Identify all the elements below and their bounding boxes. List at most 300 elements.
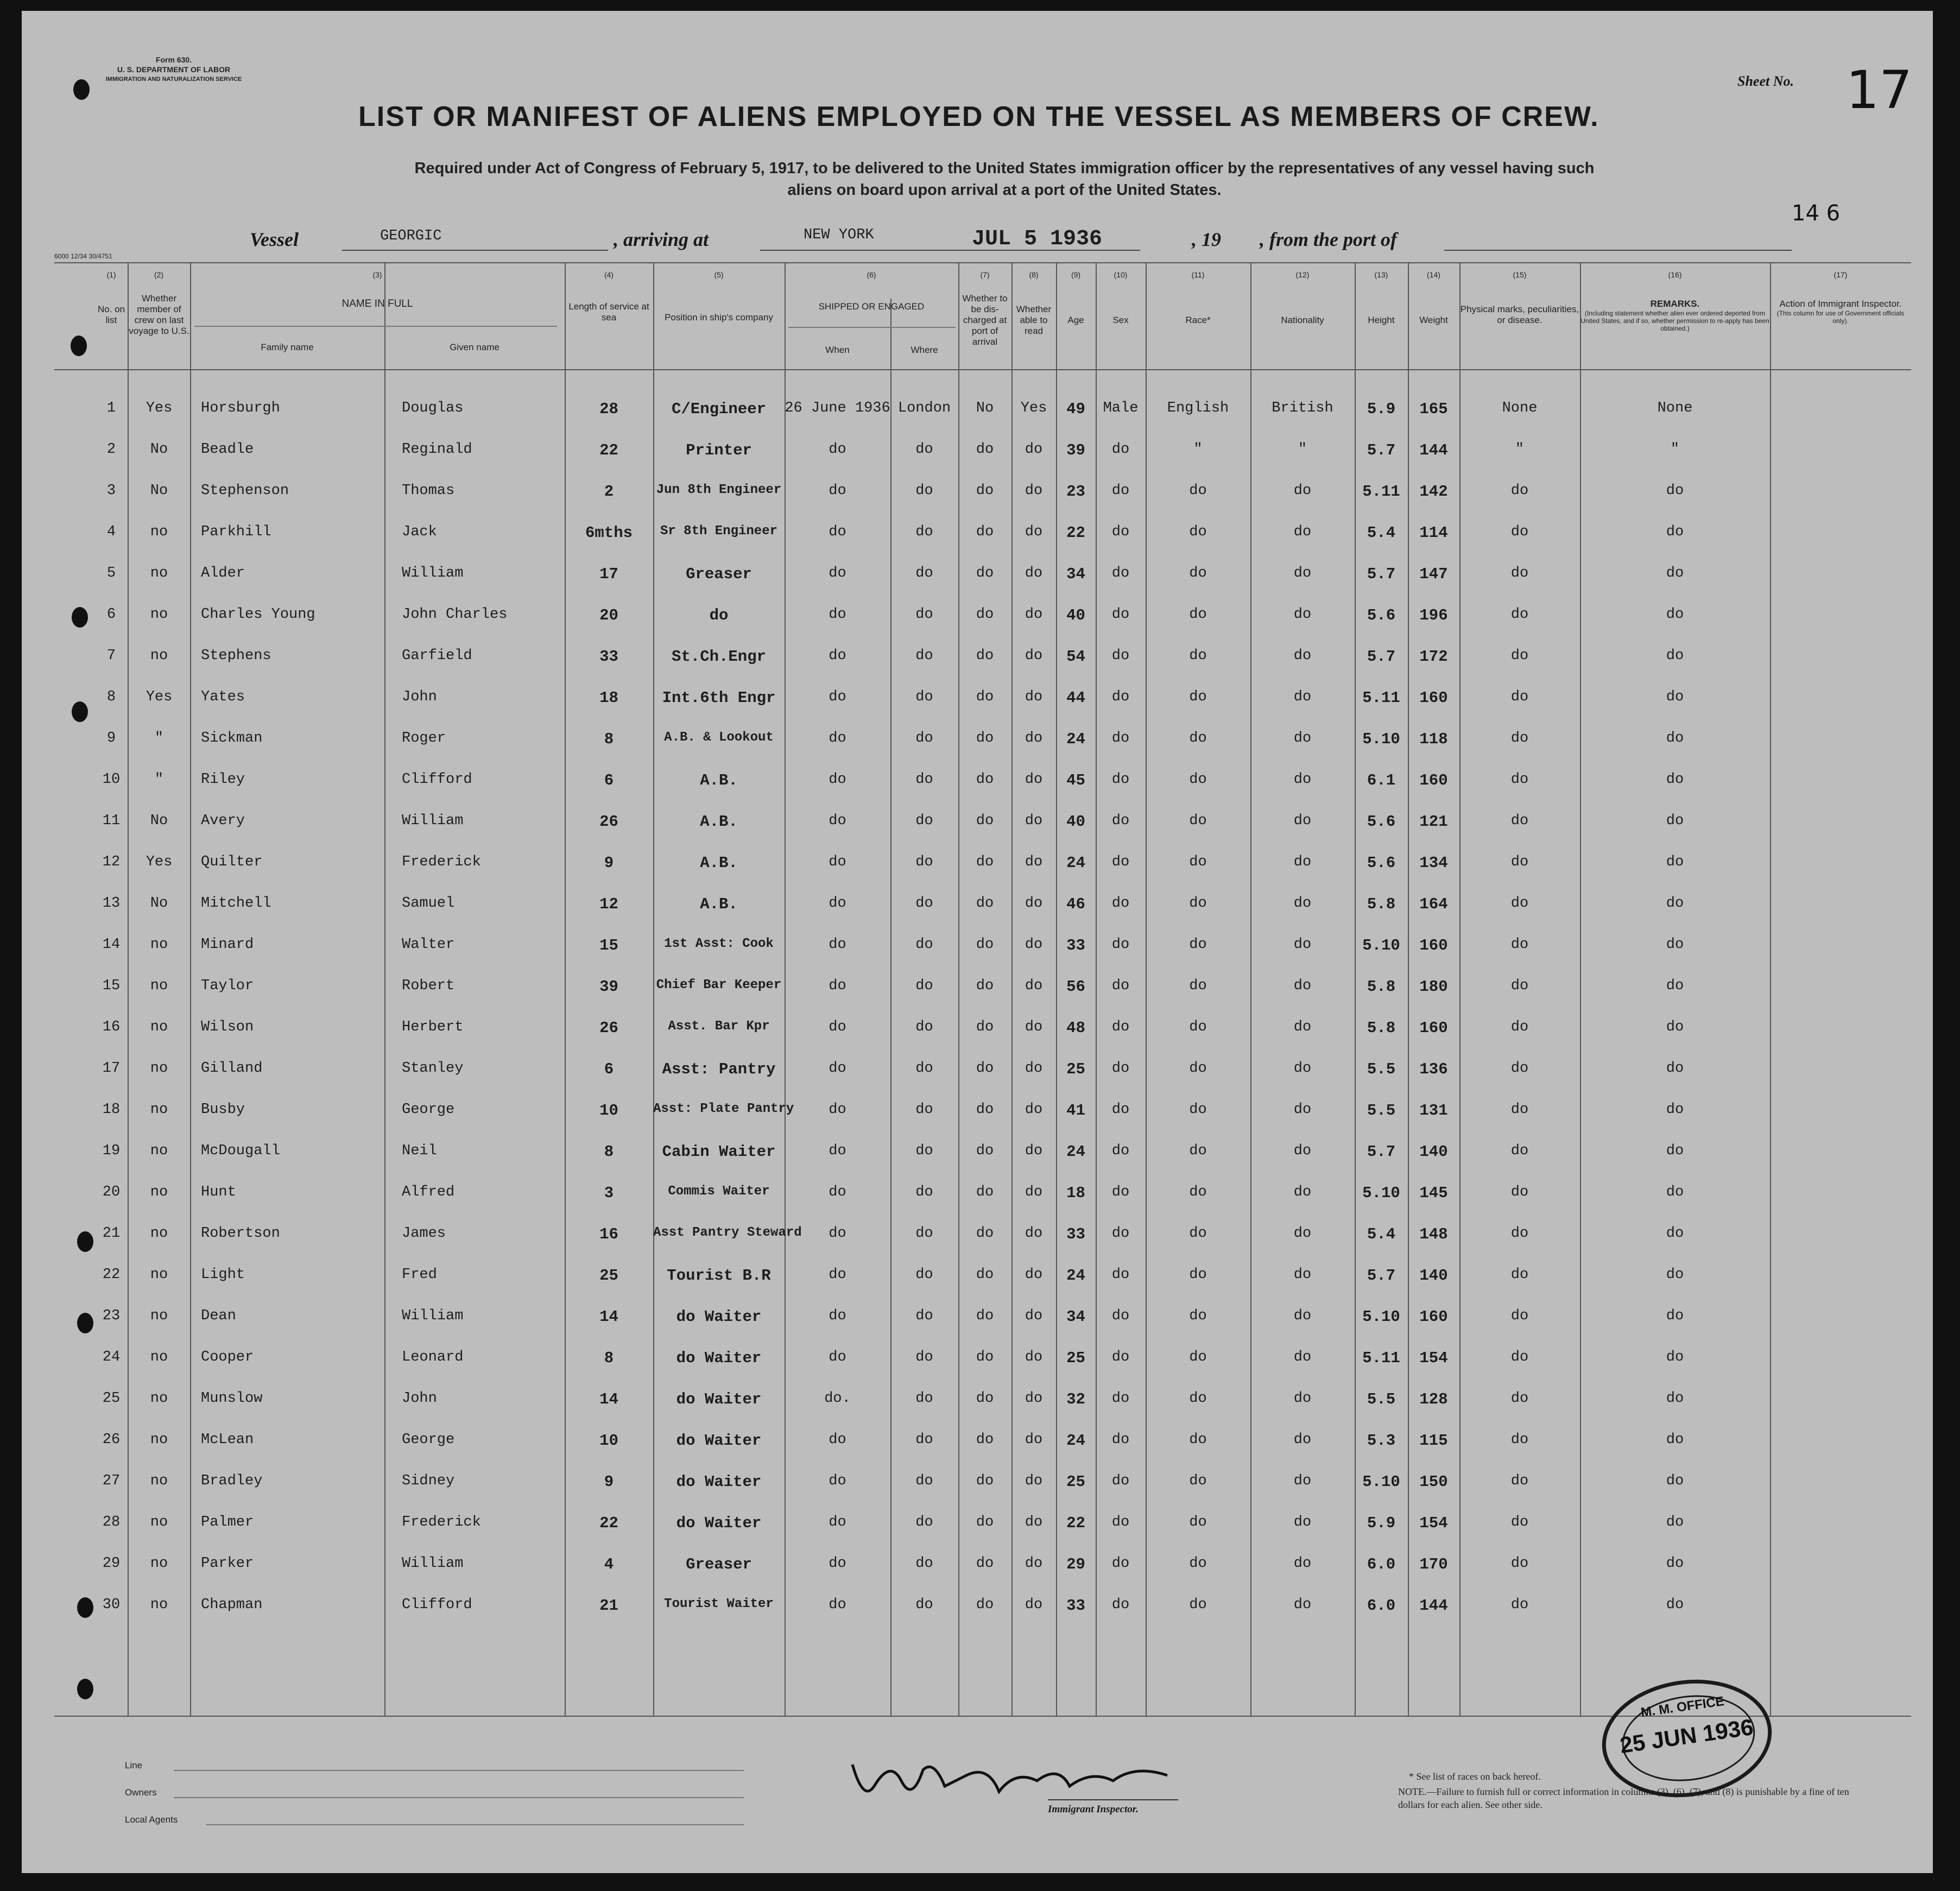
table-row [22,1544,1933,1585]
cell-height: 5.10 [1362,1473,1400,1491]
cell-where: do [915,771,933,788]
cell-remarks: do [1666,1225,1684,1242]
cell-given: Thomas [402,483,455,499]
table-row [22,1172,1933,1213]
cell-height: 5.5 [1367,1390,1396,1408]
cell-age: 18 [1066,1184,1085,1202]
cell-family: Hunt [201,1184,236,1200]
cell-member: no [150,1514,168,1530]
cell-physical: do [1510,854,1529,870]
cell-where: do [915,937,933,953]
cell-position: Tourist B.R [667,1267,771,1285]
cell-discharged: do [976,689,994,705]
cell-family: Avery [201,813,245,829]
cell-nationality: do [1293,1019,1312,1035]
race-note: * See list of races on back hereof. [1409,1771,1541,1782]
cell-given: Reginald [402,441,472,458]
cell-where: do [915,565,933,581]
cell-height: 5.7 [1367,441,1396,459]
table-row [22,595,1933,636]
cell-when: do [829,1060,846,1077]
cell-position: A.B. [700,854,738,872]
cell-race: do [1189,606,1207,623]
sheet-label: Sheet No. [1737,73,1794,89]
cell-length: 4 [604,1555,614,1573]
cell-where: do [915,978,933,994]
cell-position: do [709,606,729,624]
table-row [22,1502,1933,1544]
cell-given: Clifford [402,1597,472,1613]
cell-nationality: do [1293,1143,1312,1159]
table-row [22,1131,1933,1172]
cell-height: 5.10 [1362,1184,1400,1202]
cell-weight: 114 [1419,524,1448,542]
cell-read: do [1025,689,1043,705]
cell-physical: do [1510,1555,1529,1572]
cell-length: 25 [599,1267,618,1285]
cell-member: no [150,524,168,540]
table-row [22,1048,1933,1090]
cell-position: A.B. [700,771,738,789]
cell-age: 32 [1066,1390,1085,1408]
cell-race: do [1189,1390,1207,1407]
footer-line: Line [125,1760,143,1770]
cell-where: do [915,606,933,623]
cell-discharged: No [976,400,994,416]
cell-member: No [150,895,168,912]
cell-race: do [1189,483,1207,499]
cell-nationality: do [1293,1514,1312,1530]
cell-no: 22 [102,1267,121,1283]
table-row [22,1337,1933,1378]
cell-when: do [829,978,846,994]
handwritten-note: 14 6 [1792,201,1841,226]
cell-when: do [829,648,846,664]
cell-given: Neil [402,1143,437,1159]
cell-read: do [1025,1473,1043,1489]
cell-no: 15 [102,978,121,994]
cell-family: Dean [201,1308,236,1324]
cell-weight: 136 [1419,1060,1448,1078]
cell-length: 8 [604,1143,614,1161]
cell-position: Asst: Plate Pantry [653,1102,794,1116]
cell-when: do [829,1555,846,1572]
cell-given: George [402,1432,455,1448]
cell-race: English [1167,400,1229,416]
cell-weight: 140 [1419,1143,1448,1161]
cell-where: do [915,1143,933,1159]
cell-length: 10 [599,1432,618,1450]
cell-when: do [829,524,846,540]
print-code: 6000 12/34 30/4751 [54,252,112,260]
cell-when: do [829,1225,846,1242]
cell-member: no [150,1308,168,1324]
cell-race: do [1189,1349,1207,1365]
cell-physical: do [1510,1308,1529,1324]
table-row [22,677,1933,718]
cell-height: 6.0 [1367,1597,1396,1615]
cell-nationality: do [1293,813,1312,829]
cell-position: Commis Waiter [668,1184,770,1199]
cell-nationality: do [1293,524,1312,540]
cell-no: 18 [102,1102,121,1118]
cell-remarks: do [1666,1432,1684,1448]
cell-where: do [915,1514,933,1530]
table-row [22,925,1933,966]
cell-physical: do [1510,1390,1529,1407]
cell-remarks: do [1666,483,1684,499]
cell-physical: do [1510,1514,1529,1530]
cell-age: 46 [1066,895,1085,913]
cell-remarks: do [1666,937,1684,953]
cell-family: Stephenson [201,483,289,499]
cell-race: do [1189,1143,1207,1159]
cell-no: 26 [102,1432,121,1448]
cell-discharged: do [976,1349,994,1365]
cell-remarks: " [1670,441,1680,458]
cell-no: 29 [102,1555,121,1572]
cell-physical: None [1502,400,1538,416]
cell-remarks: do [1666,648,1684,664]
cell-where: do [915,854,933,870]
cell-weight: 154 [1419,1349,1448,1367]
cell-given: Alfred [402,1184,455,1200]
cell-given: Leonard [402,1349,464,1365]
cell-nationality: " [1298,441,1307,458]
cell-read: do [1025,524,1043,540]
cell-where: do [915,648,933,664]
cell-read: do [1025,1102,1043,1118]
cell-race: do [1189,854,1207,870]
cell-weight: 121 [1419,813,1448,831]
cell-length: 9 [604,854,614,872]
cell-weight: 134 [1419,854,1448,872]
cell-height: 5.8 [1367,978,1396,996]
header-height: Height [1368,315,1395,325]
header-shipped: SHIPPED OR ENGAGED [818,301,925,312]
cell-age: 39 [1066,441,1085,459]
cell-age: 44 [1066,689,1085,707]
cell-where: do [915,1597,933,1613]
cell-position: Printer [686,441,752,459]
cell-nationality: do [1293,854,1312,870]
cell-given: Samuel [402,895,455,912]
cell-when: do [829,1143,846,1159]
cell-read: do [1025,441,1043,458]
cell-member: No [150,483,168,499]
header-weight: Weight [1419,315,1448,325]
cell-family: Busby [201,1102,245,1118]
cell-discharged: do [976,895,994,912]
cell-given: Fred [402,1267,437,1283]
cell-no: 23 [102,1308,121,1324]
cell-when: do [829,937,846,953]
cell-discharged: do [976,1060,994,1077]
cell-nationality: do [1293,1308,1312,1324]
arriving-label: , arriving at [614,229,709,250]
cell-age: 25 [1066,1060,1085,1078]
cell-length: 12 [599,895,618,913]
cell-position: Asst. Bar Kpr [668,1019,770,1034]
table-row [22,553,1933,595]
cell-when: do [829,1514,846,1530]
cell-weight: 144 [1419,441,1448,459]
cell-remarks: do [1666,1060,1684,1077]
cell-length: 14 [599,1390,618,1408]
cell-length: 14 [599,1308,618,1326]
cell-member: no [150,1432,168,1448]
cell-sex: do [1111,1308,1130,1324]
cell-height: 5.7 [1367,1143,1396,1161]
cell-read: do [1025,1143,1043,1159]
cell-when: do [829,1102,846,1118]
cell-no: 2 [106,441,116,458]
cell-nationality: do [1293,1597,1312,1613]
cell-weight: 160 [1419,937,1448,954]
cell-where: do [915,1019,933,1035]
cell-read: Yes [1020,400,1047,416]
cell-no: 28 [102,1514,121,1530]
cell-family: Mitchell [201,895,271,912]
cell-length: 8 [604,730,614,748]
cell-no: 19 [102,1143,121,1159]
cell-no: 27 [102,1473,121,1489]
cell-weight: 142 [1419,483,1448,501]
cell-read: do [1025,606,1043,623]
cell-age: 33 [1066,1225,1085,1243]
cell-race: " [1193,441,1203,458]
table-row [22,636,1933,677]
cell-age: 49 [1066,400,1085,418]
cell-physical: do [1510,483,1529,499]
cell-length: 8 [604,1349,614,1367]
cell-nationality: do [1293,1060,1312,1077]
cell-family: McLean [201,1432,254,1448]
cell-discharged: do [976,565,994,581]
cell-position: A.B. [700,895,738,913]
vessel-name: GEORGIC [380,228,442,244]
cell-age: 33 [1066,1597,1085,1615]
cell-read: do [1025,648,1043,664]
cell-when: do [829,1184,846,1200]
cell-given: Frederick [402,854,481,870]
cell-discharged: do [976,854,994,870]
cell-when: do. [824,1390,851,1407]
cell-remarks: do [1666,1597,1684,1613]
cell-where: do [915,1102,933,1118]
cell-when: 26 June 1936 [785,400,890,416]
cell-position: Chief Bar Keeper [656,978,782,992]
cell-sex: do [1111,1555,1130,1572]
port-name: NEW YORK [804,227,874,243]
cell-nationality: do [1293,1390,1312,1407]
cell-member: Yes [146,854,173,870]
cell-height: 5.7 [1367,565,1396,583]
cell-no: 14 [102,937,121,953]
cell-remarks: do [1666,689,1684,705]
cell-sex: do [1111,771,1130,788]
cell-sex: do [1111,648,1130,664]
cell-family: Beadle [201,441,254,458]
cell-where: do [915,1555,933,1572]
cell-position: do Waiter [676,1432,762,1450]
cell-weight: 160 [1419,1019,1448,1037]
cell-no: 4 [106,524,116,540]
header-name: NAME IN FULL [342,298,413,309]
cell-no: 6 [106,606,116,623]
cell-sex: do [1111,730,1130,747]
cell-height: 5.6 [1367,854,1396,872]
table-row [22,1213,1933,1255]
cell-read: do [1025,1019,1043,1035]
cell-sex: do [1111,1390,1130,1407]
footer-owners: Owners [125,1787,157,1798]
cell-when: do [829,730,846,747]
header-when: When [825,345,850,355]
cell-where: do [915,1225,933,1242]
cell-length: 6 [604,771,614,789]
cell-height: 5.11 [1362,1349,1400,1367]
cell-nationality: do [1293,648,1312,664]
office-stamp: M. M. OFFICE 25 JUN 1936 [1595,1669,1780,1808]
cell-given: George [402,1102,455,1118]
cell-remarks: do [1666,1390,1684,1407]
cell-member: no [150,606,168,623]
cell-race: do [1189,648,1207,664]
cell-nationality: do [1293,730,1312,747]
cell-height: 5.4 [1367,524,1396,542]
cell-height: 5.8 [1367,1019,1396,1037]
cell-member: " [154,730,164,747]
header-position: Position in ship's company [665,312,773,322]
cell-discharged: do [976,1102,994,1118]
cell-length: 20 [599,606,618,624]
cell-sex: do [1111,895,1130,912]
cell-age: 24 [1066,1267,1085,1285]
cell-given: James [402,1225,446,1242]
cell-race: do [1189,895,1207,912]
cell-read: do [1025,1432,1043,1448]
cell-given: Frederick [402,1514,481,1530]
cell-family: Alder [201,565,245,581]
cell-no: 24 [102,1349,121,1365]
cell-family: Chapman [201,1597,263,1613]
cell-remarks: do [1666,606,1684,623]
cell-position: do Waiter [676,1308,762,1326]
cell-nationality: do [1293,771,1312,788]
cell-race: do [1189,1555,1207,1572]
header-member: Whether member of crew on last voyage to U.S. [129,293,189,336]
cell-no: 16 [102,1019,121,1035]
cell-age: 24 [1066,1143,1085,1161]
cell-family: Wilson [201,1019,254,1035]
cell-weight: 180 [1419,978,1448,996]
cell-nationality: do [1293,1432,1312,1448]
cell-weight: 128 [1419,1390,1448,1408]
cell-family: Stephens [201,648,271,664]
cell-discharged: do [976,1597,994,1613]
cell-remarks: do [1666,771,1684,788]
page-subtitle: Required under Act of Congress of February 5, 1917, to be delivered to the United States immigration officer by the representatives of any vessel having such aliens on board upon arrival at a port of the United States. [414,160,1595,199]
cell-sex: do [1111,565,1130,581]
cell-physical: do [1510,730,1529,747]
cell-nationality: do [1293,1555,1312,1572]
cell-given: William [402,1555,464,1572]
arrival-stamp-date: JUL 5 1936 [972,227,1103,251]
cell-discharged: do [976,1390,994,1407]
cell-sex: do [1111,1597,1130,1613]
cell-weight: 160 [1419,689,1448,707]
cell-race: do [1189,1019,1207,1035]
cell-sex: do [1111,1184,1130,1200]
cell-sex: do [1111,1060,1130,1077]
header-given: Given name [450,342,500,352]
cell-physical: do [1510,895,1529,912]
cell-given: Garfield [402,648,472,664]
cell-member: No [150,813,168,829]
cell-member: no [150,1267,168,1283]
cell-family: Palmer [201,1514,254,1530]
table-row [22,1007,1933,1048]
cell-length: 6 [604,1060,614,1078]
cell-height: 5.7 [1367,1267,1396,1285]
cell-member: Yes [146,400,173,416]
cell-length: 18 [599,689,618,707]
cell-family: Robertson [201,1225,280,1242]
cell-race: do [1189,1102,1207,1118]
cell-race: do [1189,1432,1207,1448]
penalty-note: NOTE.—Failure to furnish full or correct information in columns (3), (6), (7), and (8) is punishable by a fine of ten dollars for each alien. See other side. [1398,1786,1849,1810]
cell-race: do [1189,1267,1207,1283]
cell-member: " [154,771,164,788]
cell-no: 11 [102,813,121,829]
cell-remarks: do [1666,813,1684,829]
cell-when: do [829,483,846,499]
cell-family: Charles Young [201,606,315,623]
cell-race: do [1189,1473,1207,1489]
year-label: , 19 [1192,229,1221,250]
cell-read: do [1025,895,1043,912]
table-row [22,842,1933,883]
cell-read: do [1025,1390,1043,1407]
cell-read: do [1025,1308,1043,1324]
table-row [22,1090,1933,1131]
cell-read: do [1025,978,1043,994]
cell-physical: do [1510,1473,1529,1489]
cell-sex: Male [1103,400,1139,416]
manifest-sheet: Form 630. U. S. DEPARTMENT OF LABOR IMMIGRATION AND NATURALIZATION SERVICE Sheet No. 17 LIST OR MANIFEST OF ALIENS EMPLOYED ON THE VESSEL AS MEMBERS OF CREW. Required under Act of Congress of February 5, 1917, to be delivered to the United States immigration officer by the representatives of any vessel having such aliens on board upon arrival at a port of the United States. 14 6 Vessel GEORGIC , arriving at NEW YORK JUL 5 1936 , 19 , from the port of 6000 12/34 30/4751 (1) (2) (3) (4) (5) (6) (7) (8) (9) (10) (11) (12) (13) (14) (15) (16) (17) No. on list Whether member of crew on last voyage to U.S. NAME IN FULL Family name Given name Length of service at sea Position in ship's company SHIPPED OR ENGAGED When Where Whether to be dis-charged at port of arrival Whether able to read Age Sex Race* Nationality Height Weight Physical marks, peculiarities, or disease. REMARKS. (Including statement whether alien ever ordered deported from United States, and if so, whether permission to re-apply has been obtained.) Action of Immigrant Inspector. (This column for use of Government officials only). 1 Yes Horsburgh Douglas 28 C/Engineer 26 June 1936 London No Yes 49 Male English British 5.9 165 None None 2 No Beadle Reginald 22 Printer do do do do 39 do " " 5.7 144 " " 3 No Stephenson Thomas 2 Jun 8th Engineer do do do do 23 do do do 5.11 142 do do 4 no Parkhill Jack 6mths Sr 8th Engineer do do do do 22 do do do 5.4 114 do do 5 no Alder William 17 Greaser do do do do 34 do do do 5.7 147 do do 6 no Charles Young John Charles 20 do do do do do 40 do do do 5.6 196 do do 7 no Stephens Garfield 33 St.Ch.Engr do do do do 54 do do do 5.7 172 do do 8 Yes Yates John 18 Int.6th Engr do do do do 44 do do do 5.11 160 do do 9 " Sickman Roger 8 A.B. & Lookout do do do do 24 do do do 5.10 118 do do 10 " Riley Clifford 6 A.B. do do do do 45 do do do 6.1 160 do do 11 No Avery William 26 A.B. do do do do 40 do do do 5.6 121 do do 12 Yes Quilter Frederick 9 A.B. do do do do 24 do do do 5.6 134 do do 13 No Mitchell Samuel 12 A.B. do do do do 46 do do do 5.8 164 do do 14 no Minard Walter 15 1st Asst: Cook do do do do 33 do do do 5.10 160 do do 15 no Taylor Robert 39 Chief Bar Keeper do do do do 56 do do do 5.8 180 do do 16 no Wilson Herbert 26 Asst. Bar Kpr do do do do 48 do do do 5.8 160 do do 17 no Gilland Stanley 6 Asst: Pantry do do do do 25 do do do 5.5 136 do do 18 no Busby George 10 Asst: Plate Pantry do do do do 41 do do do 5.5 131 do do 19 no McDougall Neil 8 Cabin Waiter do do do do 24 do do do 5.7 140 do do 20 no Hunt Alfred 3 Commis Waiter do do do do 18 do do do 5.10 145 do do 21 no Robertson James 16 Asst Pantry Steward do do do do 33 do do do 5.4 148 do do 22 no Light Fred 25 Tourist B.R do do do do 24 do do do 5.7 140 do do 23 no Dean William 14 do Waiter do do do do 34 do do do 5.10 160 do do 24 no Cooper Leonard 8 do Waiter do do do do 25 do do do 5.11 154 do do 25 no Munslow John 14 do Waiter do. do do do 32 do do do 5.5 128 do do 26 no McLean George 10 do Waiter do do do do 24 do do do 5.3 115 do do 27 no Bradley Sidney 9 do Waiter do do do do 25 do do do 5.10 150 do do 28 no Palmer Frederick 22 do Waiter do do do do 22 do do do 5.9 154 do do 29 no Parker William 4 Greaser do do do do 29 do do do 6.0 170 do do 30 no Chapman Clifford 21 Tourist Waiter do do do do 33 do do do 6.0 144 do do Line Owners Local Agents Immigrant Inspector. * See list of races on back hereof. NOTE.—Failure to furnish full or correct information in columns (3), (6), (7), and (8) is punishable by a fine of ten dollars for each alien. See other side. M. M. OFFICE 25 JUN 1936 [22,11,1933,1873]
cell-discharged: do [976,1019,994,1035]
cell-when: do [829,1473,846,1489]
cell-age: 41 [1066,1102,1085,1120]
cell-family: Light [201,1267,245,1283]
cell-nationality: British [1272,400,1333,416]
cell-discharged: do [976,483,994,499]
cell-weight: 145 [1419,1184,1448,1202]
table-row [22,1296,1933,1337]
cell-no: 5 [106,565,116,581]
cell-weight: 144 [1419,1597,1448,1615]
cell-physical: do [1510,1060,1529,1077]
cell-where: do [915,895,933,912]
cell-age: 33 [1066,937,1085,954]
header-where: Where [911,345,938,355]
cell-where: do [915,689,933,705]
cell-sex: do [1111,1349,1130,1365]
table-row [22,1255,1933,1296]
cell-age: 40 [1066,813,1085,831]
cell-nationality: do [1293,483,1312,499]
